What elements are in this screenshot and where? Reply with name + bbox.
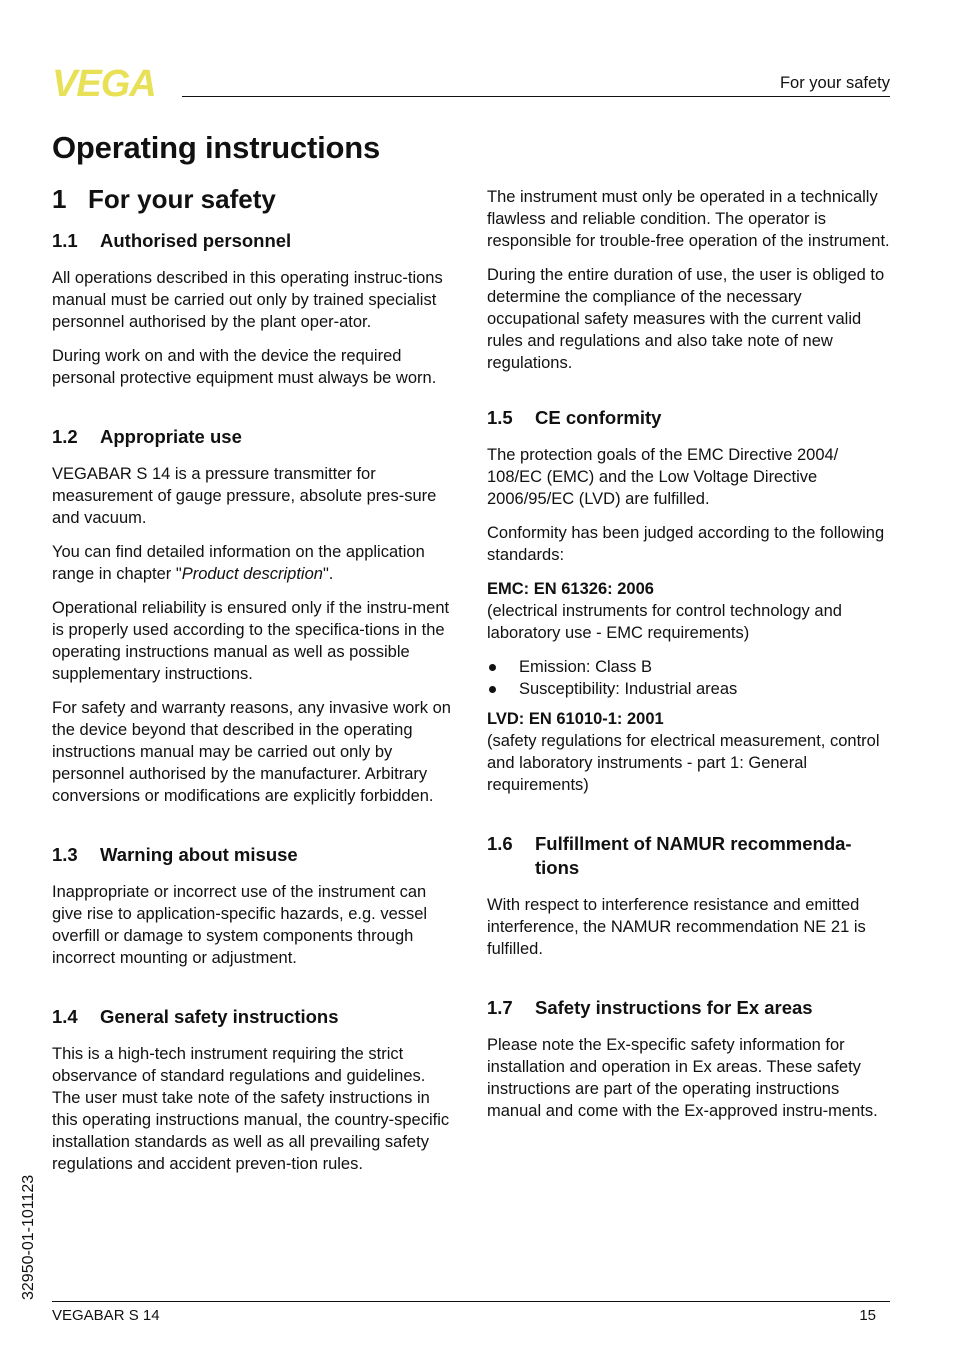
- section-heading-1-2: [52, 425, 456, 449]
- page-number: 15: [859, 1307, 876, 1324]
- emc-standard-description: (electrical instruments for control technology and laboratory use - EMC requirements): [487, 602, 842, 642]
- section-number: 1.1: [52, 230, 78, 251]
- chapter-number: 1: [52, 184, 67, 214]
- section-title: Appropriate use: [100, 426, 242, 447]
- document-code: 32950-01-101123: [20, 1174, 37, 1300]
- vega-logo-text: VEGA: [52, 66, 156, 100]
- section-heading-1-4: [52, 1005, 456, 1029]
- paragraph: During the entire duration of use, the user is obliged to determine the compliance of the necessary occupational safety measures with the current valid rules and regulations and also take note of new regulations.: [487, 266, 885, 372]
- paragraph: All operations described in this operating instruc-tions manual must be carried out only by trained specialist personnel authorised by the plant oper-ator.: [52, 269, 443, 331]
- footer-product-name: VEGABAR S 14: [52, 1307, 160, 1324]
- section-title: General safety instructions: [100, 1006, 339, 1027]
- paragraph: Inappropriate or incorrect use of the instrument can give rise to application-specific hazards, e.g. vessel overfill or damage to system components through incorrect mounting or adjustment.: [52, 883, 428, 967]
- paragraph: The instrument must only be operated in a technically flawless and reliable condition. The operator is responsible for trouble-free operation of the instrument.: [487, 188, 890, 250]
- header-rule: [182, 96, 890, 97]
- section-title: Safety instructions for Ex areas: [535, 997, 813, 1018]
- section-heading-1-1: [52, 229, 456, 253]
- section-number: 1.2: [52, 426, 78, 447]
- section-title: Fulfillment of NAMUR recommenda-tions: [535, 833, 852, 878]
- section-title: Warning about misuse: [100, 844, 298, 865]
- left-column: [52, 183, 456, 1187]
- section-heading-1-7: [487, 996, 893, 1020]
- section-number: 1.7: [487, 997, 513, 1018]
- list-item: Emission: Class B: [487, 656, 893, 678]
- list-item: Susceptibility: Industrial areas: [487, 678, 893, 700]
- paragraph: During work on and with the device the required personal protective equipment must always be worn.: [52, 347, 437, 387]
- paragraph-chapter-reference: You can find detailed information on the application range in chapter "Product description".: [52, 543, 425, 583]
- paragraph: For safety and warranty reasons, any invasive work on the device beyond that described in the operating instructions manual may be carried out only by personnel authorised by the manufacturer. Arbitrary conversions or modifications are explicitly forbidden.: [52, 699, 451, 805]
- paragraph: This is a high-tech instrument requiring the strict observance of standard regulations and guidelines. The user must take note of the safety instructions in this operating instructions manual, the country-specific installation standards as well as all prevailing safety regulations and accident preven-tion rules.: [52, 1045, 450, 1173]
- lvd-standard-description: (safety regulations for electrical measurement, control and laboratory instruments - part 1: General requirements): [487, 732, 880, 794]
- paragraph: Operational reliability is ensured only if the instru-ment is properly used according to the specifica-tions in the operating instructions manual as well as possible supplementary instructions.: [52, 599, 450, 683]
- paragraph: Conformity has been judged according to the following standards:: [487, 524, 885, 564]
- paragraph: The protection goals of the EMC Directive 2004/ 108/EC (EMC) and the Low Voltage Directive 2006/95/EC (LVD) are fulfilled.: [487, 446, 839, 508]
- header-section-title: For your safety: [779, 74, 890, 92]
- section-title: Authorised personnel: [100, 230, 292, 251]
- section-heading-1-6: [487, 832, 893, 880]
- vega-logo: [52, 66, 170, 100]
- emc-bullet-list: [487, 656, 893, 700]
- right-column: [487, 186, 893, 1134]
- paragraph: Please note the Ex-specific safety information for installation and operation in Ex areas. These safety instructions are part of the operating instructions manual and come with the Ex-approved instru-ments.: [487, 1036, 878, 1120]
- document-title: Operating instructions: [52, 130, 381, 165]
- section-title: CE conformity: [535, 407, 662, 428]
- chapter-title: For your safety: [88, 184, 276, 214]
- section-number: 1.6: [487, 833, 513, 854]
- section-heading-1-3: [52, 843, 456, 867]
- section-number: 1.4: [52, 1006, 78, 1027]
- section-heading-1-5: [487, 406, 893, 430]
- chapter-reference: Product description: [181, 565, 323, 583]
- emc-standard-heading: EMC: EN 61326: 2006: [487, 580, 654, 598]
- paragraph: VEGABAR S 14 is a pressure transmitter for measurement of gauge pressure, absolute pres-sure and vacuum.: [52, 465, 437, 527]
- section-number: 1.3: [52, 844, 78, 865]
- footer-rule: [52, 1301, 890, 1302]
- chapter-heading: [52, 183, 456, 215]
- section-number: 1.5: [487, 407, 513, 428]
- lvd-standard-heading: LVD: EN 61010-1: 2001: [487, 710, 664, 728]
- paragraph: With respect to interference resistance and emitted interference, the NAMUR recommendation NE 21 is fulfilled.: [487, 896, 866, 958]
